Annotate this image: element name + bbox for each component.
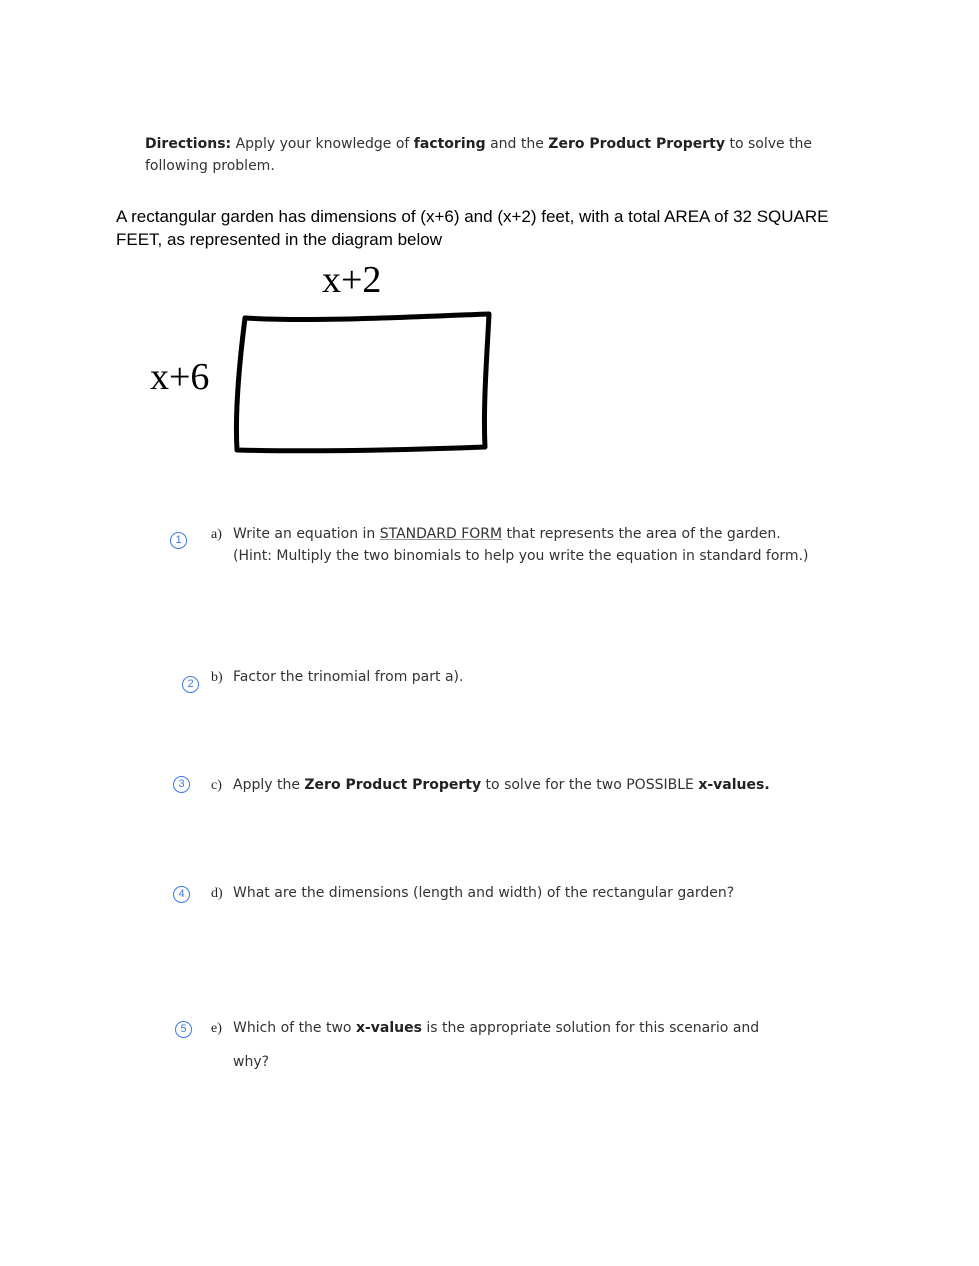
garden-rectangle-diagram <box>225 305 500 465</box>
garden-rectangle <box>236 314 489 451</box>
question-letter-c: c) <box>211 778 222 793</box>
question-a-text: Write an equation in STANDARD FORM that represents the area of the garden. (Hint: Multiply the two binomials to help you write the equation in standard form.) <box>233 526 809 564</box>
question-badge-1: 1 <box>170 532 187 549</box>
directions-label: Directions: <box>145 136 232 152</box>
question-letter-a: a) <box>211 527 222 542</box>
question-letter-b: b) <box>211 670 223 685</box>
question-d-text: What are the dimensions (length and width) of the rectangular garden? <box>233 885 735 901</box>
standard-form-text: STANDARD FORM <box>379 526 503 542</box>
question-badge-4: 4 <box>173 886 190 903</box>
question-e-text-line2: why? <box>233 1054 270 1070</box>
problem-statement: A rectangular garden has dimensions of (x+6) and (x+2) feet, with a total AREA of 32 SQUARE FEET, as represented in the diagram below <box>116 207 829 249</box>
question-badge-3: 3 <box>173 776 190 793</box>
diagram-top-label: x+2 <box>322 259 382 301</box>
diagram-left-label: x+6 <box>150 356 210 398</box>
question-letter-d: d) <box>211 886 223 901</box>
question-badge-2: 2 <box>182 676 199 693</box>
question-e-text: Which of the two x-values is the appropriate solution for this scenario and <box>233 1020 760 1036</box>
question-c-text: Apply the Zero Product Property to solve for the two POSSIBLE x-values. <box>233 777 770 793</box>
directions: Directions: Apply your knowledge of factoring and the Zero Product Property to solve the following problem. <box>145 136 813 174</box>
question-letter-e: e) <box>211 1021 222 1036</box>
question-b-text: Factor the trinomial from part a). <box>233 669 464 685</box>
question-badge-5: 5 <box>175 1021 192 1038</box>
